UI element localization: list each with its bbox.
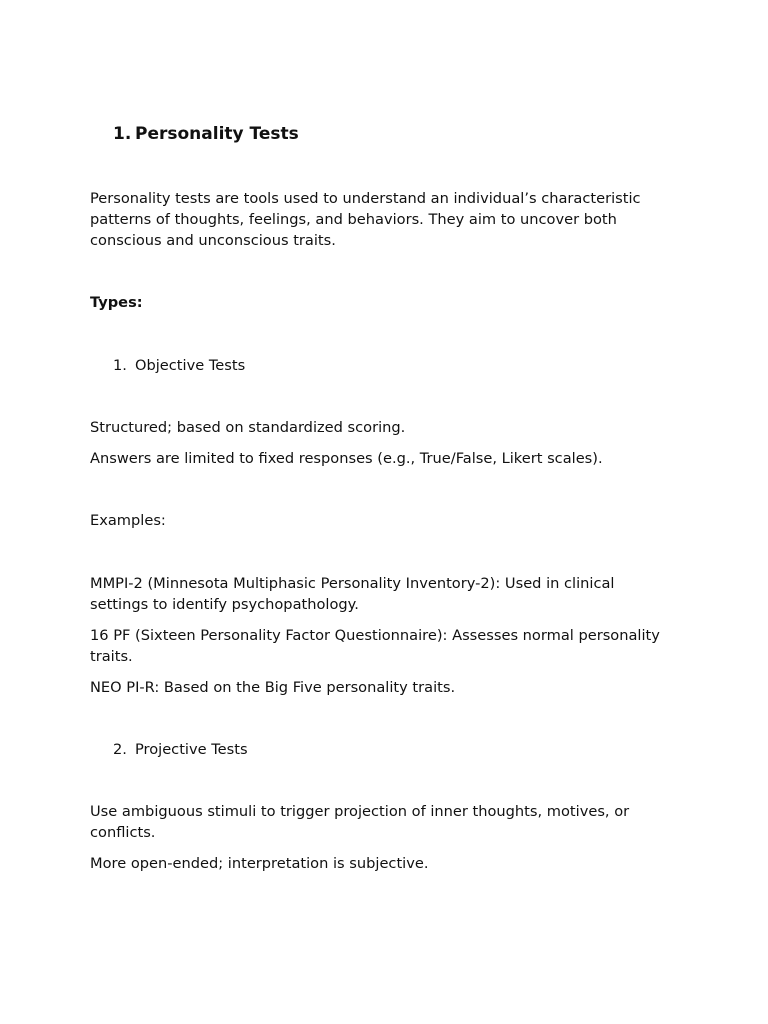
examples-label: Examples: bbox=[90, 512, 166, 529]
objective-title: Objective Tests bbox=[135, 357, 246, 374]
objective-subheading bbox=[113, 355, 245, 376]
objective-point: Structured; based on standardized scoring. bbox=[90, 419, 406, 436]
projective-number: 2. bbox=[113, 741, 127, 758]
projective-point: Use ambiguous stimuli to trigger projection of inner thoughts, motives, or conflicts. bbox=[90, 803, 630, 841]
objective-point: Answers are limited to fixed responses (e.g., True/False, Likert scales). bbox=[90, 450, 603, 467]
projective-point: More open-ended; interpretation is subjective. bbox=[90, 855, 429, 872]
projective-subheading bbox=[113, 739, 248, 760]
intro-paragraph: Personality tests are tools used to understand an individual’s characteristic patterns of thoughts, feelings, and behaviors. They aim to uncover both conscious and unconscious traits. bbox=[90, 190, 641, 249]
types-label: Types: bbox=[90, 294, 143, 311]
section-heading bbox=[113, 124, 299, 144]
example-item: MMPI-2 (Minnesota Multiphasic Personality Inventory-2): Used in clinical settings to identify psychopathology. bbox=[90, 575, 615, 613]
projective-title: Projective Tests bbox=[135, 741, 248, 758]
objective-number: 1. bbox=[113, 357, 127, 374]
section-number: 1. bbox=[113, 124, 132, 144]
example-item: NEO PI-R: Based on the Big Five personality traits. bbox=[90, 679, 456, 696]
example-item: 16 PF (Sixteen Personality Factor Questionnaire): Assesses normal personality traits. bbox=[90, 627, 660, 665]
section-title: Personality Tests bbox=[135, 124, 299, 144]
